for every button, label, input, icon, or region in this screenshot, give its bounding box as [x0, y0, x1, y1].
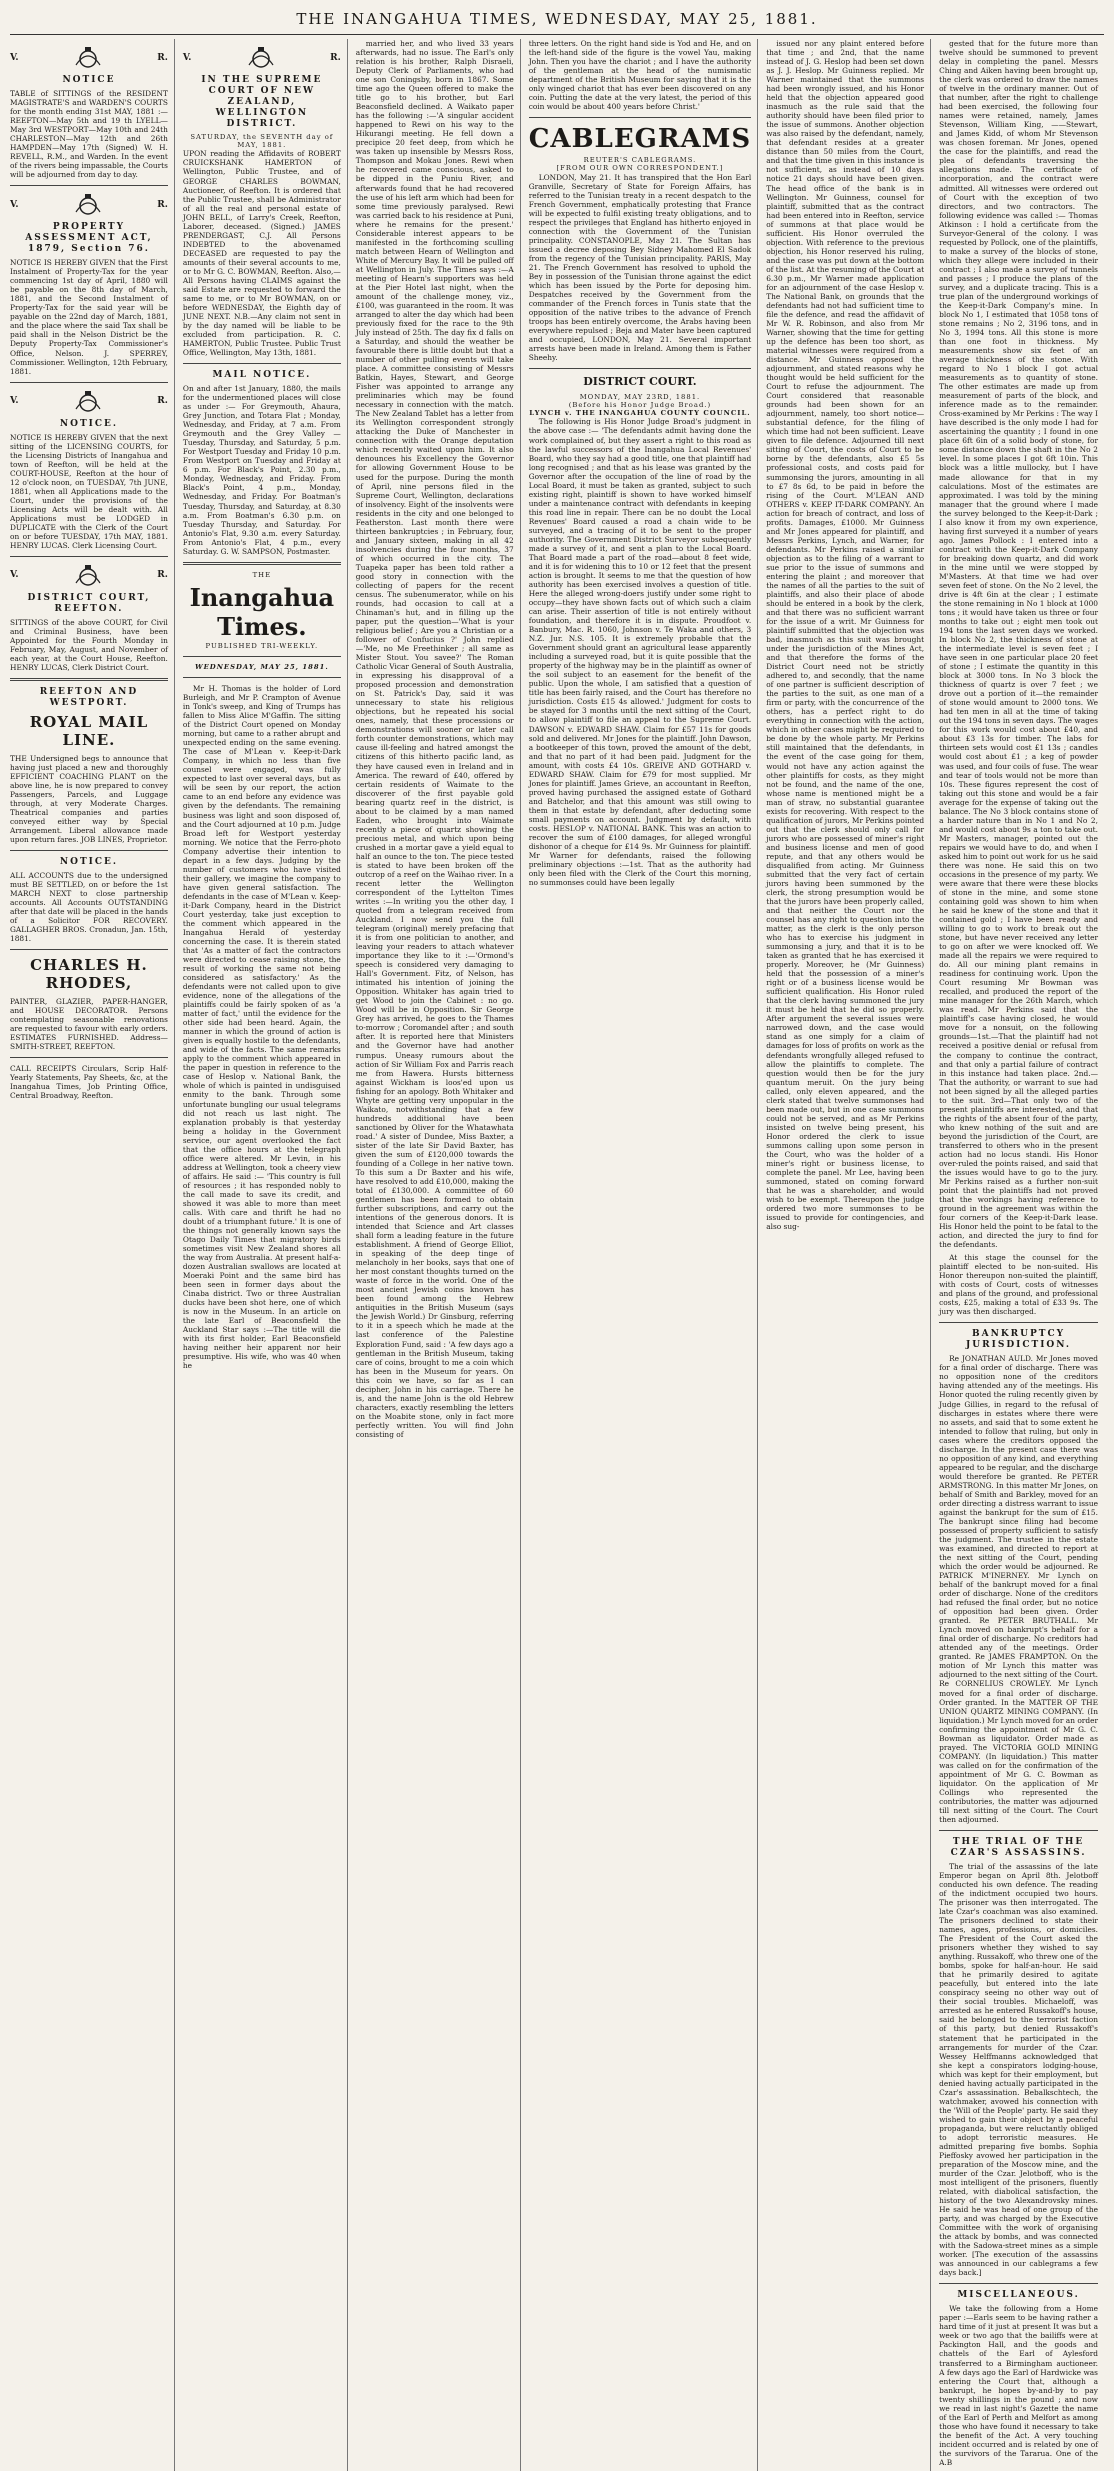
crest-r: R. — [157, 570, 168, 581]
divider — [183, 677, 341, 678]
czar-trial-text: The trial of the assassins of the late Emperor began on April 8th. Jelotboff conducted his own defence. The reading of the indictment occupied two hours. The prisoner was then interrogated. The late Czar's coachman was also examined. The prisoners declined to state their names, ages, professions, or domiciles. The President of the Court asked the prisoners whether they wished to say anything. Russakoff, who threw one of the bombs, spoke for half-an-hour. He said that he primarily desired to agitate peacefully, but entered into the late conspiracy seeing no other way out of their social troubles. Michaeloff, was arrested as he entered Russakoff's house, said he belonged to the terrorist faction of this party, but denied Russakoff's statement that he participated in the arrangements for murder of the Czar. Wessey Helffmanns acknowledged that she kept a conspirators lodging-house, which was kept for their employment, but denied having actually participated in the Czar's assassination. Bebalkschtech, the watchmaker, avowed his connection with the 'Will of the People' party. He said they wished to gain their object by a peaceful propaganda, but were reluctantly obliged to adopt terroristic measures. He admitted preparing five bombs. Sophia Pieffosky avowed her participation in the preparation of the Moscow mine, and the murder of the Czar. Jelotboff, who is the most intelligent of the prisoners, fluently related, with diabolical satisfaction, the history of the two Alexandrovsky mines. He said he was head of one group of the party, and was charged by the Executive Committee with the work of organising the attack by bombs, and was connected with the Sadowa-street mines as a simple worker. [The execution of the assassins was announced in our cablegrams a few days back.] — [939, 1861, 1098, 2278]
royal-crest-icon — [71, 45, 105, 71]
district-court-report: The following is His Honor Judge Broad's judgment in the above case :— 'The defendants admit having done the work complained of, but they assert a right to this road as the lawful successors of the Inangahua Local Revenues' Board, who they say had a good title, one that plaintiff had long recognised ; and that as his lease was granted by the Governor after the occupation of the line of road by the Local Board, it must be taken as granted, subject to such existing right, plaintiff is shown to have worked himself under a maintenance contract with defendants in keeping this road line in repair. There can be no doubt the Local Revenues' Board caused a road a chain wide to be surveyed, and a tracing of it to be sent to the proper authority. The Government District Surveyor subsequently made a survey of it, and sent a plan to the Local Board. That Board made a part of the road—about 8 feet wide, and it is for widening this to 10 or 12 feet that the present action is brought. It seems to me that the question of how authority has been exercised involves a question of title. Here the alleged wrong-doers justify under some right to occupy—they have shown facts out of which such a claim can arise. Their assertion of title is not entirely without foundation, and therefore it is in dispute. Proudfoot v. Banbury, Mac. R. 1060, Johnson v. Te Waka and others, 3 N.Z. Jur. N.S. 105. It is extremely probable that the Government should grant an agricultural lease apparently including a surveyed road, but it is quite possible that the property of the highway may be in the plaintiff as owner of the soil subject to an easement for the benefit of the public. Upon the whole, I am satisfied that a question of title has been fairly raised, and the Court has therefore no jurisdiction. Costs £15 4s allowed.' Judgment for costs to be stayed for 3 months until the next sitting of the Court, to allow plaintiff to file an appeal to the Supreme Court. DAWSON v. EDWARD SHAW. Claim for £57 11s for goods sold and delivered. Mr Jones for the plaintiff. John Dawson, a bootkeeper of this town, proved the amount of the debt, and that no part of it had been paid. Judgment for the amount, with costs £4 10s. GREIVE AND GOTHARD v. EDWARD SHAW. Claim for £79 for most supplied. Mr Jones for plaintiff. James Grieve, an accountant in Reefton, proved having purchased the assigned estate of Gothard and Batchelor, and that this amount was still owing to them in that estate by defendant, after deducting some small payments on account. Judgment by default, with costs. HESLOP v. NATIONAL BANK. This was an action to recover the sum of £100 damages, for alleged wrongful dishonor of a cheque for £14 9s. Mr Guinness for plaintiff. Mr Warner for defendants, raised the following preliminary objections :—1st. That as the authority had only been filed with the Clerk of the Court this morning, no summonses could have been legally — [528, 417, 752, 888]
crest-3 — [10, 389, 168, 415]
miscellaneous-heading: MISCELLANEOUS. — [957, 2290, 1080, 2301]
crest-1 — [10, 45, 168, 71]
royal-crest-icon — [71, 192, 105, 218]
court-report-continued: issued nor any plaint entered before that time ; and 2nd, that the name instead of J. G. Heslop had been set down as J. J. Heslop. Mr Guinness replied. Mr Warner maintained that the summons had been wrongly issued, and his Honor held that the objection appeared good inasmuch as the rule said that the authority should have been filed prior to the issue of summons. Another objection was also raised by the defendant, namely, that defendant resides at a greater distance than 50 miles from the Court, and that the time given in this instance is not sufficient, as instead of 10 days notice 21 days should have been given. The head office of the bank is in Wellington. Mr Guinness, counsel for plaintiff, submitted that as the contract had been entered into in Reefton, service of summons at that place would be sufficient. His Honor overruled the objection. With reference to the previous objection, his Honor reserved his ruling, and the case was put down at the bottom of the list. At the resuming of the Court at 6.30 p.m., Mr Warner made application for an adjournment of the case Heslop v. The National Bank, on grounds that the defendants had not had sufficient time to file the defence, and read the affidavit of Mr W. R. Robinson, and also from Mr Warner, showing that the time for getting up the defence has been too short, as material witnesses were required from a distance. Mr Guinness opposed the adjournment, and stated reasons why he thought would be held sufficient for the Court to refuse the adjournment. The Court considered that reasonable grounds had been shown for an adjournment, namely, too short notice—substantial defence, for the filing of which time had not been sufficient. Leave given to file defence. Adjourned till next sitting of Court, the costs of Court to be borne by the defendants, also £5 5s professional costs, and costs paid for summonsing the jurors, amounting in all to £7 8s 6d, to be paid in before the rising of the Court. M'LEAN AND OTHERS v. KEEP IT-DARK COMPANY. An action for breach of contract, and loss of profits. Damages, £1000. Mr Guinness and Mr Jones appeared for plaintiff, and Messrs Perkins, Lynch, and Warner, for defendants. Mr Perkins raised a similar objection as to the filing of a warrant to sue prior to the issue of summons and entering the plaint ; and moreover that the names of all the parties to the suit of plaintiffs, and also their place of abode should be entered in a book by the clerk, and that there was no sufficient warrant for the issue of a writ. Mr Guinness for plaintiff submitted that the objection was bad, inasmuch as this suit was brought under the jurisdiction of the Mines Act, and that therefore the forms of the District Court need not be strictly adhered to, and secondly, that the name of one partner is sufficient description of the parties to the suit, as one man of a firm or party, with the concurrence of the others, has a perfect right to do everything in connection with the action, which in other cases might be required to be done by the whole party. Mr Perkins still maintained that the defendants, in the event of the case going for them, would not have any action against the other plaintiffs for costs, as they might not be found, and the name of the one, whose name is mentioned might be a man of straw, no substantial guarantee exists for recovering. With respect to the qualification of jurors, Mr Perkins pointed out that the clerk should only call for jurors who are possessed of miner's right and business license and men of good repute, and that any others would be disqualified from acting. Mr Guinness submitted that the very fact of certain jurors having been summoned by the clerk, the strong presumption would be that the jurors have been properly called, and that neither the Court nor the counsel has any right to question into the matter, as the clerk is the only person who has to exercise his judgment in summonsing a jury, and that it is to be taken as granted that he has exercised it properly. Moreover, he (Mr Guinness) held that the possession of a miner's right or of a business license would be sufficient qualification. His Honor ruled that the clerk having summoned the jury it must be held that he did so properly. After argument the several issues were narrowed down, and the case would stand as one simply for a claim of damages for loss of profits on work as the defendants wrongfully alleged refused to allow the plaintiffs to complete. The question would then be for the jury quantum meruit. On the jury being called, only eleven appeared, and the clerk stated that twelve summonses had been made out, but in one case summons could not be served, and as Mr Perkins insisted on twelve being present, his Honor ordered the clerk to issue summons calling upon some person in the Court, who was the holder of a miner's right or business license, to complete the panel. Mr Lee, having been summoned, stated on coming forward that he was a shareholder, and would wish to be exempt. Thereupon the judge ordered two more summonses to be issued to provide for contingencies, and also sug- — [766, 39, 925, 1232]
printing-ad: CALL RECEIPTS Circulars, Scrip Half-Yearly Statements, Pay Sheets, &c, at the Inangahua Times, Job Printing Office, Central Broadway, Reefton. — [10, 1063, 168, 1101]
crest-r: R. — [157, 396, 168, 407]
crest-r: R. — [157, 52, 168, 63]
notice-heading: NOTICE — [62, 75, 116, 85]
accounts-heading: NOTICE. — [59, 856, 119, 867]
divider — [10, 949, 168, 950]
column-5 — [766, 39, 931, 2471]
licensing-heading: NOTICE. — [59, 418, 119, 429]
divider — [939, 2283, 1098, 2284]
local-news: Mr H. Thomas is the holder of Lord Burleigh, and Mr P. Crampton of Avenue in Tonk's sweep, and King of Trumps has fallen to Miss Alice M'Gaffin. The sitting of the District Court opened on Monday morning, but came to a rather abrupt and unexpected ending on the same evening. The case of M'Lean v. Keep-it-Dark Company, in which no less than five counsel were engaged, was fully expected to last over several days, but as will be seen by our report, the action came to an end before any evidence was given by the defendants. The remaining business was light and soon disposed of, and the Court adjourned at 10 p.m. Judge Broad left for Westport yesterday morning. We notice that the Ferro-photo Company advertise their intention to depart in a few days. Judging by the number of customers who have visited their gallery, we imagine the company to have given general satisfaction. The defendants in the case of M'Lean v. Keep-it-Dark Company, heard in the District Court yesterday, take just exception to the comment which appeared in the Inangahua Herald of yesterday concerning the case. It is therein stated that 'As a matter of fact the contractors were directed to cease raising stone, the result of working the same not being considered as satisfactory.' As the defendants were not called upon to give evidence, none of the allegations of the plaintiffs could be fairly spoken of as 'a matter of fact,' until the evidence for the other side had been heard. Again, the manner in which the ground of action is given is equally hostile to the defendants, and wide of the facts. The same remarks apply to the comment which appeared in the paper in question in reference to the case of Heslop v. National Bank, the whole of which is painted in undisguised enmity to the bank. Through some unfortunate bungling our usual telegrams did not reach us last night. The explanation probably is that yesterday being a holiday in the Government service, our agent overlooked the fact that the office hours at the telegraph office were altered. Mr Levin, in his address at Wellington, took a cheery view of affairs. He said :— 'This country is full of resources ; it has responded nobly to the call made to save its credit, and showed it was able to more than meet calls. With care and thrift he had no doubt of a triumphant future.' It is one of the things not generally known says the Otago Daily Times that migratory birds sometimes visit New Zealand shores all the way from Australia. At present half-a-dozen Australian swallows are located at Moeraki Point and the same bird has been seen in former days about the Cinaba district. Two or three Australian ducks have been shot here, one of which is now in the Museum. In an article on the late Earl of Beaconsfield the Auckland Star says :—The title will die with its first holder, Earl Beaconsfield having neither heir apparent nor heir presumptive. His wife, who was 40 when he — [182, 684, 341, 1371]
paper-title: Inangahua Times. — [189, 582, 335, 642]
miscellaneous-text: We take the following from a Home paper :—Earls seem to be having rather a hard time of it just at present It was but a week or two ago that the bailiffs were at Packington Hall, and the goods and chattels of the Earl of Aylesford transferred to a Birmingham auctioneer. A few days ago the Earl of Hardwicke was entering the Court that, although a bankrupt, he hopes by-and-by to pay twenty shillings in the pound ; and now we read in last night's Gazette the name of the Earl of Perth and Melfort as among those who have found it necessary to take the benefit of the Act. A very touching incident occurred and is related by one of the survivors of the Tararua. One of the A.B — [939, 2304, 1098, 2467]
divider — [10, 1057, 168, 1058]
court-nonsuit: At this stage the counsel for the plaintiff elected to be non-suited. His Honor thereupon non-suited the plaintiff, with costs of Court, costs of witnesses and plans of the ground, and professional costs, £25, making a total of £33 9s. The jury was then discharged. — [939, 1253, 1098, 1317]
royal-crest-icon — [71, 563, 105, 589]
property-notice: NOTICE IS HEREBY GIVEN that the First Instalment of Property-Tax for the year commencing 1st day of April, 1880 will be payable on the 8th day of March, 1881, and the Second Instalment of Property-Tax for the said year will be payable on the 22nd day of March, 1881, and the place where the said Tax shall be paid shall in the Nelson District be the Deputy Property-Tax Commissioner's Office, Nelson. J. SPERREY, Commissioner. Wellington, 12th February, 1881. — [10, 258, 168, 376]
royal-crest-icon — [244, 45, 278, 71]
cablegrams-text: LONDON, May 21. It has transpired that the Hon Earl Granville, Secretary of State for Foreign Affairs, has referred to the Tunisian treaty in a recent despatch to the French Government, emphatically protesting that France will be expected to fulfil existing treaty obligations, and to respect the privileges that England has hitherto enjoyed in connection with the Government of the Tunisian principality. CONSTANOPLE, May 21. The Sultan has issued a decree deposing Bey Sidney Mahomed El Sadok from the regency of the Tunisian principality. PARIS, May 21. The French Government has resolved to uphold the Bey in possession of the Tunisian throne against the edict which has been issued by the Porte for deposing him. Despatches received by the Government from the commander of the French forces in Tunis state that the opposition of the native tribes to the advance of French troops has been entirely overcome, the Arabs having been everywhere repulsed ; Beja and Mater have been captured and occupied, LONDON, May 21. Several important arrests have been made in Ireland. Among them is Father Sheehy. — [528, 172, 752, 363]
divider — [10, 850, 168, 851]
crest-v: V. — [10, 396, 19, 407]
divider — [529, 117, 751, 118]
column-4 — [529, 39, 758, 2471]
rhodes-ad: PAINTER, GLAZIER, PAPER-HANGER, and HOUSE DECORATOR. Persons contemplating seasonable renovations are requested to favour with early orders. ESTIMATES FURNISHED. Address—SMITH-STREET, REEFTON. — [10, 996, 168, 1051]
cablegrams-heading: CABLEGRAMS — [528, 124, 752, 155]
czar-trial-heading: THE TRIAL OF THE CZAR'S ASSASSINS. — [950, 1836, 1087, 1858]
masthead: THE INANGAHUA TIMES, WEDNESDAY, MAY 25, 1881. — [10, 8, 1104, 35]
court-evidence: gested that for the future more than twelve should be summoned to prevent delay in completing the panel. Messrs Ching and Aiken having been brought up, the clerk was ordered to draw the names of twelve in the ordinary manner. Out of that number, after the right to challenge had been exercised, the following four names were retained, namely, James Stevenson, William King, ——Stewart, and James Kidd, of whom Mr Stevenson was chosen foreman. Mr Jones, opened the case for the plaintiffs, and read the plea of defendants traversing the allegations made. The certificate of incorporation, and the contract were admitted. All witnesses were ordered out of Court with the exception of two directors, and two contractors. The following evidence was called :— Thomas Atkinson : I hold a certificate from the Surveyor-General of the colony. I was requested by Pollock, one of the plaintiffs, to make a survey of the blocks of stone, which they allege were included in their contract ; I also made a survey of tunnels and passes ; I produce the plans of the survey, and a duplicate tracing. This is a true plan of the underground workings of the Keep-it-Dark Company's mine. In block No 1, I estimated that 1058 tons of stone remains ; No 2, 3196 tons, and in No 3, 1994 tons. All this stone is more than one foot in thickness. My measurements show six feet of an average thickness of the stone. With regard to No 1 block I got actual measurements as to quantity of stone. The other estimates are made up from measurement of parts of the block, and inference made as to the remainder. Cross-examined by Mr Perkins : The way I have described is the only mode I had for ascertaining the quantity ; I found in one place 6ft 6in of a solid body of stone, for some distance down the shaft in the No 2 level. In some places I got 6ft 10in. This block was a little mullocky, but I have made allowance for that in my calculations. Most of the estimates are approximated. I was told by the mining manager that the ground where I made the survey belonged to the Keep-it-Dark ; I also know it from my own experience, having first surveyed it a number of years ago. James Pollock : I entered into a contract with the Keep-it-Dark Company for breaking down quartz, and did work in the mine until we were stopped by M'Masters. At that time we had over seven feet of stone. On the No 2 level, the drive is 4ft 6in at the clear ; I estimate the stone remaining in No 1 block at 1000 tons ; it would have taken us three or four months to take out ; eight men took out 194 tons the last seven days we worked. In block No 2, the thickness of stone at the intermediate level is seven feet ; I have seen in one particular place 20 feet of stone ; I estimate the quantity in this block at 3000 tons. In No 3 block the thickness of quartz is over 7 feet ; we drove out a portion of it—the remainder of stone would amount to 2000 tons. We had ten men in all at the time of taking out the 194 tons in seven days. The wages for this work would cost about £40, and about £3 13s for timber. The labs for thirteen sets would cost £1 13s ; candles would cost about £1 ; a keg of powder was used, and four coils of fuse. The wear and tear of tools would not be more than 10s. These figures represent the cost of taking out this stone and would be a fair average for the expense of taking out the balance. The No 3 block contains stone of a harder nature than in No 1 and No 2, and would cost about 9s a ton to take out. Mr Masters, manager, pointed out the repairs we would have to do, and when I asked him to point out work for us he said there was none. He said this on two occasions in the presence of my party. We were aware that there were these blocks of stone in the mine, and some stone containing gold was shown to him when he said he knew of the stone and that it contained gold ; I have been ready and willing to go to work to break out the stone, but have never received any letter to go on after we were knocked off. We made all the repairs we were required to do. All our mining plant remains in readiness for continuing work. Upon the Court resuming Mr Bowman was recalled, and produced the report of the mine manager for the 26th March, which was read. Mr Perkins said that the plaintiff's case having closed, he would move for a nonsuit, on the following grounds—1st.—That the plaintiff had not received a positive denial or refusal from the company to continue the contract, and that only a partial failure of contract in this instance had taken place. 2nd.—That the authority, or warrant to sue had not been signed by all the alleged parties to the suit. 3rd—That only two of the present plaintiffs are interested, and that the rights of the absent four of the party, who knew nothing of the suit and are beyond the jurisdiction of the Court, are transferred to others who in the present action had no locus standi. His Honor over-ruled the points raised, and said that the issues would have to go to the jury. Mr Perkins raised as a further non-suit point that the plaintiffs had not proved that the workings having reference to ground in the agreement was within the four corners of the Keep-it-Dark lease. His Honor held the point to be fatal to the action, and directed the jury to find for the defendants. — [939, 39, 1098, 1250]
column-3 — [356, 39, 521, 2471]
crest-v: V. — [10, 52, 19, 63]
divider — [10, 185, 168, 186]
divider — [10, 678, 168, 681]
district-court-heading: DISTRICT COURT, REEFTON. — [27, 592, 151, 614]
royal-crest-icon — [71, 389, 105, 415]
accounts-notice: ALL ACCOUNTS due to the undersigned must BE SETTLED, on or before the 1st MARCH NEXT to close partnership accounts. All Accounts OUTSTANDING after that date will be placed in the hands of a Solicitor FOR RECOVERY. GALLAGHER BROS. Cronadun, Jan. 15th, 1881. — [10, 870, 168, 944]
divider — [183, 656, 341, 657]
supreme-court-notice: UPON reading the Affidavits of ROBERT CRUICKSHANK HAMERTON of Wellington, Public Trustee, and of GEORGE CHARLES BOWMAN, Auctioneer, of Reefton. It is ordered that the Public Trustee, shall be Administrator of all the real and personal estate of JOHN BELL, of Larry's Creek, Reefton, Laborer, deceased. (Signed.) JAMES PRENDERGAST, C.J. All Persons INDEBTED to the abovenamed DECEASED are requested to pay the amounts of their several accounts to me, or to Mr G. C. BOWMAN, Reefton. Also,— All Persons having CLAIMS against the said Estate are requested to forward the same to me, or to Mr BOWMAN, on or before WEDNESDAY, the Eighth day of JUNE NEXT. N.B.—Any claim not sent in by the day named will be liable to be excluded from participation. R. C. HAMERTON, Public Trustee. Public Trust Office, Wellington, May 13th, 1881. — [182, 149, 341, 358]
column-2 — [183, 39, 348, 2471]
rhodes-heading: CHARLES H. RHODES, — [30, 956, 148, 993]
sittings-notice: TABLE of SITTINGS of the RESIDENT MAGISTRATE'S and WARDEN'S COURTS for the month ending 31st MAY, 1881 :— REEFTON—May 5th and 19 th LYELL—May 3rd WESTPORT—May 10th and 24th CHARLESTON—May 12th and 26th HAMPDEN—May 17th (Signed) W. H. REVELL, R.M., and Warden. In the event of the rivers being impassable, the Courts will be adjourned from day to day. — [10, 88, 168, 180]
mail-notice: On and after 1st January, 1880, the mails for the undermentioned places will close as under :— For Greymouth, Ahaura, Grey Junction, and Totara Flat ; Monday, Wednesday, and Friday, at 7 a.m. From Greymouth and the Grey Valley —Tuesday, Thursday, and Saturday, 5 p.m. For Westport Tuesday and Friday 10 p.m. From Westport on Tuesday and Friday at 6 p.m. For Black's Point, 2.30 p.m., Monday, Wednesday, and Friday. From Black's Point, 4 p.m., Monday, Wednesday, and Friday. For Boatman's Tuesday, Thursday, and Saturday, at 8.30 a.m. From Boatman's 6.30 p.m. on Tuesday Thursday, and Saturday. For Antonio's Flat, 9.30 a.m. every Saturday. From Antonio's Flat, 4 p.m., every Saturday. G. W. SAMPSON, Postmaster. — [182, 384, 341, 556]
divider — [939, 1322, 1098, 1323]
district-court-date: MONDAY, MAY 23RD, 1881. — [579, 392, 701, 401]
cablegrams-byline: [FROM OUR OWN CORRESPONDENT.] — [556, 164, 724, 173]
crest-r: R. — [157, 199, 168, 210]
crest-r: R. — [330, 52, 341, 63]
cablegrams-subheading: REUTER'S CABLEGRAMS. — [583, 155, 697, 164]
district-court-notice: SITTINGS of the above COURT, for Civil and Criminal Business, have been Appointed for the Fourth Monday in February, May, August, and November of each year, at the Court House, Reefton. HENRY LUCAS, Clerk District Court. — [10, 617, 168, 673]
crest-v: V. — [182, 52, 192, 63]
paper-date: WEDNESDAY, MAY 25, 1881. — [194, 662, 329, 671]
royal-mail-ad: THE Undersigned begs to announce that having just placed a new and thoroughly EFFICIENT COACHING PLANT on the above line, he is now prepared to convey Passengers, Parcels, and Luggage through, at very Moderate Charges. Theatrical companies and parties conveyed either way by Special Arrangement. Liberal allowance made upon return fares. JOB LINES, Proprietor. — [10, 753, 168, 844]
divider — [10, 556, 168, 557]
local-news-continued: married her, and who lived 33 years afterwards, had no issue. The Earl's only relation is his brother, Ralph Disraeli, Deputy Clerk of Parliaments, who had one son Coningsby, born in 1867. Some time ago the Queen offered to make the title go to his brother, but Earl Beaconsfield declined. A Waikato paper has the following :—'A singular accident happened to Rewi on his way to the Hikurangi meeting. He fell down a precipice 20 feet deep, from which he was taken up insensible by Messrs Ross, Thompson and Mokau Jones. Rewi when he recovered came conscious, asked to be dipped in the Puniu River, and afterwards found that he had recovered the use of his left arm which had been for some time previously paralysed. Rewi was carried back to his residence at Puni, where he remains for the present.' Considerable interest appears to be manifested in the forthcoming sculling match between Hearn of Wellington and White of Mercury Bay. It will be pulled off at Wellington in July. The Times says :—A meeting of Hearn's supporters was held at the Pier Hotel last night, when the amount of the challenge money, viz., £100, was guaranteed in the room. It was arranged to alter the day which had been previously fixed for the race to the 9th July instead of 25th. The day fix d falls on a Saturday, and should the weather be favourable there is little doubt but that a number of other pulling events will take place. A committee consisting of Messrs Batkin, Hayes, Stewart, and George Fisher was appointed to arrange any preliminaries which may be found necessary in connection with the match. The New Zealand Tablet has a letter from its Wellington correspondent strongly attacking the Duke of Manchester in connection with the Orange deputation which recently waited upon him. It also denounces his Excellency the Governor for allowing Government House to be used for the purpose. During the month of April, nine persons filed in the Supreme Court, Wellington, declarations of insolvency. Eight of the insolvents were residents in the city and one belonged to Featherston. Last month there were thirteen bankruptcies ; in February, four, and January sixteen, making in all 42 insolvencies during the four months, 37 of which occurred in the city. The Tuapeka paper has been told rather a good story in connection with the collecting of papers for the recent census. The subenumerator, while on his rounds, had occasion to call at a Chinaman's hut, and in filling up the paper, put the question—'What is your religious belief ; Are you a Christian or a follower of Confucius ?' John replied —'Me, no Me Freethinker ; all same as Mister Stout. You savee?' The Roman Catholic Vicar General of South Australia, in expressing his disapproval of a proposed procession and demonstration on St. Patrick's Day, said it was unnecessary to state his religious objections, but he repeated his social ones, namely, that these processions or demonstrations will sooner or later call forth counter demonstrations, which may cause ill-feeling and hatred amongst the citizens of this hitherto pacific land, as they have caused even in Ireland and in America. The reward of £40, offered by certain residents of Waimate to the discoverer of the first payable gold bearing quartz reef in the district, is about to be claimed by a man named Eaden, who brought into Waimate recently a piece of quartz showing the precious metal, and which upon being crushed in a mortar gave a yield equal to half an ounce to the ton. The piece tested is stated to have been broken off the outcrop of a reef on the Waihao river. In a recent letter the Wellington correspondent of the Lyttelton Times writes :—In writing you the other day, I quoted from a telegram received from Auckland. I now send you the full telegram (original) merely prefacing that it is from one politician to another, and leaving your readers to attach whatever importance they like to it :—'Ormond's speech is considered very damaging to Hall's Government. Fitz, of Nelson, has intimated his intention of joining the Opposition. Whitaker has again tried to get Wood to join the Cabinet : no go. Wood will be in Opposition. Sir George Grey has arrived, he goes to the Thames to-morrow ; Coromandel after ; and south after. It is reported here that Ministers and the Governor have had another rumpus. Uneasy rumours about the action of Sir William Fox and Parris reach me from Hawera. Hursts bitterness against Wickham is loos'ed upon us fishing for an apology. Both Whitaker and Whyte are getting very unpopular in the Waikato, notwithstanding that a few hundreds additional have been sanctioned by Oliver for the Whatawhata road.' A sister of Dundee, Miss Baxter, a sister of the late Sir David Baxter, has given the sum of £120,000 towards the founding of a College in her native town. To this sum a Dr Baxter and his wife, have resolved to add £10,000, making the total of £130,000. A committee of 60 gentlemen has been formed to obtain further subscriptions, and carry out the intentions of the generous donors. It is intended that Science and Art classes shall form a leading feature in the future establishment. A friend of George Elliot, in speaking of the deep tinge of melancholy in her books, says that one of her most constant thoughts turned on the waste of force in the world. One of the most ancient Jewish coins known has been found among the Hebrew antiquities in the British Museum (says the Jewish World.) Dr Ginsburg, referring to it in a speech which he made at the last conference of the Palestine Exploration Fund, said : 'A few days ago a gentleman in the British Museum, taking care of coins, brought to me a coin which has been in the Museum for years. On this coin we have, so far as I can decipher, John in his carriage. There he is, and the name John is the old Hebrew characters, exactly resembling the letters on the Moabite stone, only in fact more perfectly written. You will find John consisting of — [355, 39, 514, 1439]
crest-4 — [10, 563, 168, 589]
crest-2 — [10, 192, 168, 218]
paper-the: THE — [252, 570, 272, 579]
supreme-court-heading: IN THE SUPREME COURT OF NEW ZEALAND, WELLINGTON DISTRICT. — [201, 75, 323, 129]
bankruptcy-heading: BANKRUPTCY JURISDICTION. — [966, 1329, 1072, 1351]
mail-notice-heading: MAIL NOTICE. — [212, 370, 312, 381]
crest-v: V. — [10, 199, 19, 210]
supreme-court-date: SATURDAY, the SEVENTH day of MAY, 1881. — [190, 132, 334, 150]
divider — [183, 363, 341, 364]
royal-mail-heading: ROYAL MAIL LINE. — [29, 713, 149, 750]
divider — [529, 368, 751, 369]
divider — [939, 1830, 1098, 1831]
district-court-judge: (Before his Honor Judge Broad.) — [568, 400, 712, 409]
district-court-case: LYNCH v. THE INANGAHUA COUNTY COUNCIL. — [529, 409, 751, 418]
divider — [10, 382, 168, 383]
bankruptcy-text: Re JONATHAN AULD. Mr Jones moved for a final order of discharge. There was no opposition none of the creditors having attended any of the meetings. His Honor quoted the ruling recently given by Judge Gillies, in regard to the refusal of discharges in estates where there were no assets, and said that to some extent he intended to follow that ruling, but only in cases where the creditors opposed the discharge. In the present case there was no opposition of any kind, and everything appeared to be regular, and the discharge would therefore be granted. Re PETER ARMSTRONG. In this matter Mr Jones, on behalf of Smith and Barkley, moved for an order directing a distress warrant to issue against the bankrupt for the sum of £15. The bankrupt since filing had become possessed of property sufficient to satisfy the judgment. The trustee in the estate was examined, and directed to report at the next sitting of the Court, pending which the order would be adjourned. Re PATRICK M'INERNEY. Mr Lynch on behalf of the bankrupt moved for a final order of discharge. None of the creditors had refused the final order, but no notice of opposition had been given. Order granted. Re PETER BRUTHALL. Mr Lynch moved on bankrupt's behalf for a final order of discharge. No creditors had attended any of the meetings. Order granted. Re JAMES FRAMPTON. On the motion of Mr Lynch this matter was adjourned to the next sitting of the Court. Re CORNELIUS CROWLEY. Mr Lynch moved for a final order of discharge. Order granted. In the MATTER OF THE UNION QUARTZ MINING COMPANY. (In liquidation.) Mr Lynch moved for an order confirming the appointment of Mr G. C. Bowman as liquidator. Order made as prayed. The VICTORIA GOLD MINING COMPANY. (In liquidation.) This matter was called on for the confirmation of the appointment of Mr G. C. Bowman as liquidator. On the application of Mr Collings who represented the contributories, the matter was adjourned till next sitting of the Court. The Court then adjourned. — [939, 1354, 1098, 1824]
licensing-notice: NOTICE IS HEREBY GIVEN that the next sitting of the LICENSING COURTS, for the Licensing Districts of Inangahua and town of Reefton, will be held at the COURT-HOUSE, Reefton at the hour of 12 o'clock noon, on TUESDAY, 7th JUNE, 1881, when all Applications made to the Court, under the provisions of the Licensing Acts will be dealt with. All Applications must be LODGED in DUPLICATE with the Clerk of the Court on or before TUESDAY, 17th MAY, 1881. HENRY LUCAS. Clerk Licensing Court. — [10, 432, 168, 550]
paper-subtitle: PUBLISHED TRI-WEEKLY. — [205, 641, 319, 650]
district-court-report-heading: DISTRICT COURT. — [583, 375, 697, 389]
coin-article-end: three letters. On the right hand side is Yod and He, and on the left-hand side of the figure is the vowel Yau, making John. Then you have the chariot ; and I have the authority of the gentleman at the head of the numismatic department of the British Museum for saying that it is the only winged chariot that has ever been discovered on any coin. Putting the date at the very latest, the period of this coin would be about 400 years before Christ.' — [528, 39, 752, 112]
column-6 — [939, 39, 1104, 2471]
crest-5 — [183, 45, 341, 71]
property-heading: PROPERTY ASSESSMENT ACT, 1879, Section 76. — [25, 222, 153, 255]
columns — [10, 39, 1104, 2467]
divider — [183, 562, 341, 565]
column-1 — [10, 39, 175, 2471]
reefton-westport-heading: REEFTON AND WESTPORT. — [39, 687, 139, 709]
crest-v: V. — [10, 570, 19, 581]
